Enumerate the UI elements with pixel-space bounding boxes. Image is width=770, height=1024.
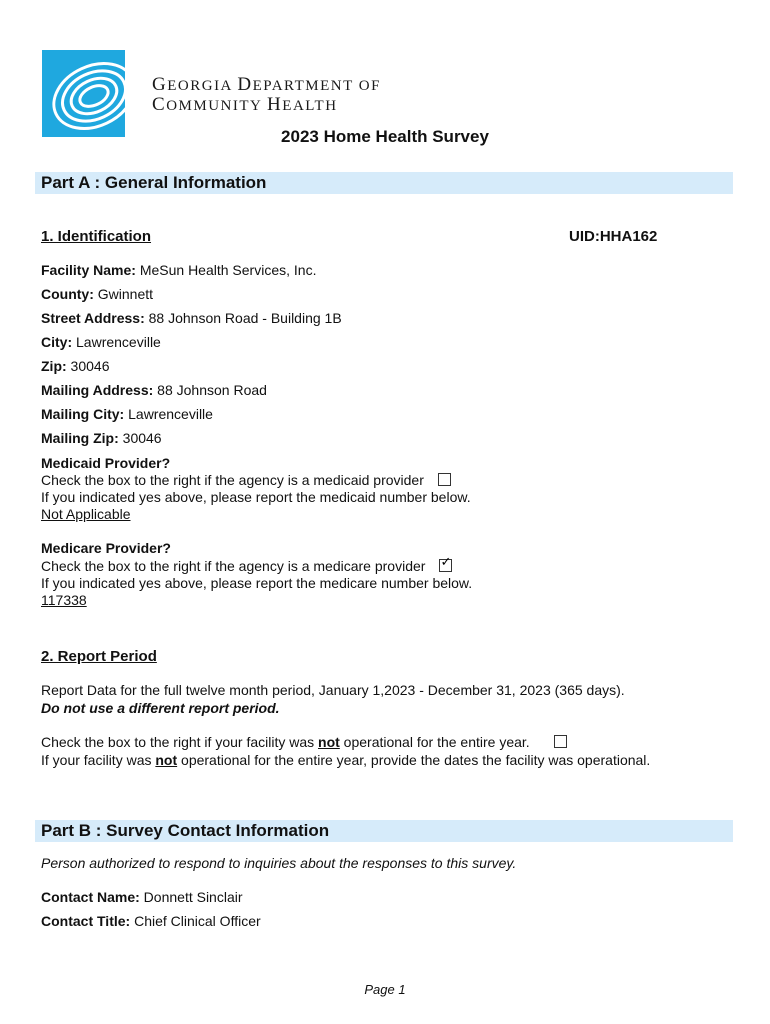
org-name-line1: GEORGIA DEPARTMENT OF [152,74,381,95]
medicaid-note: If you indicated yes above, please report the medicaid number below. [41,489,471,505]
medicaid-question: Medicaid Provider? [41,455,171,471]
survey-title: 2023 Home Health Survey [281,127,489,146]
medicaid-number: Not Applicable [41,506,131,522]
facility-name-row: Facility Name: MeSun Health Services, Inc. [41,262,317,278]
mailing-address-row: Mailing Address: 88 Johnson Road [41,382,267,398]
part-b-band [35,820,733,842]
mailing-city-row: Mailing City: Lawrenceville [41,406,213,422]
zip-row: Zip: 30046 [41,358,110,374]
dch-logo [42,50,125,137]
street-address-row: Street Address: 88 Johnson Road - Building 1B [41,310,342,326]
report-period-warning: Do not use a different report period. [41,700,280,716]
county-row: County: Gwinnett [41,286,154,302]
mailing-zip-row: Mailing Zip: 30046 [41,430,162,446]
medicaid-checkbox[interactable] [438,473,451,486]
medicare-number: 117338 [41,592,87,608]
uid-label: UID:HHA162 [569,228,658,245]
contact-intro: Person authorized to respond to inquiries about the responses to this survey. [41,855,517,871]
report-period-heading: 2. Report Period [41,648,157,665]
medicare-instruction-row: Check the box to the right if the agency is a medicare provider✓ [41,558,452,574]
operational-dates-note: If your facility was not operational for the entire year, provide the dates the facility was operational. [41,752,651,768]
city-row: City: Lawrenceville [41,334,161,350]
medicaid-instruction-row: Check the box to the right if the agency is a medicaid provider [41,472,451,488]
identification-heading: 1. Identification [41,228,152,245]
part-a-band [35,172,733,194]
medicare-question: Medicare Provider? [41,540,171,556]
medicare-note: If you indicated yes above, please report the medicare number below. [41,575,473,591]
contact-title-row: Contact Title: Chief Clinical Officer [41,913,261,929]
part-a-heading: Part A : General Information [41,173,267,192]
medicare-checkbox[interactable] [439,559,452,572]
page-number: Page 1 [364,982,406,997]
part-b-heading: Part B : Survey Contact Information [41,821,330,840]
not-operational-row: Check the box to the right if your facility was not operational for the entire year. [41,734,567,750]
logo-rings-icon [42,50,125,137]
report-period-text: Report Data for the full twelve month period, January 1,2023 - December 31, 2023 (365 days). [41,682,625,698]
not-operational-checkbox[interactable] [554,735,567,748]
contact-name-row: Contact Name: Donnett Sinclair [41,889,243,905]
org-name-line2: COMMUNITY HEALTH [152,94,338,115]
